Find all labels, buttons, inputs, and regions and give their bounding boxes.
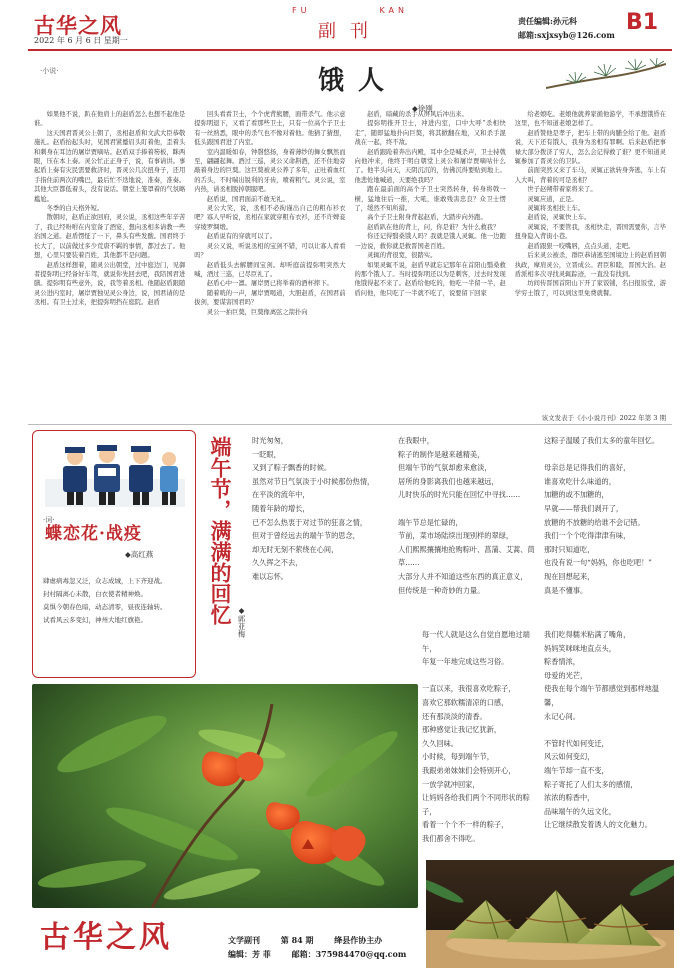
poem-line: 大部分人并不知道这些东西的真正意义， [398, 571, 528, 581]
poem-line: 已不怎么热衷于对过节的狂喜之情， [252, 517, 368, 527]
story-column [515, 110, 666, 410]
story-paragraph: 冬季的白天格外短。 [46, 205, 104, 213]
poem-line: 使我在每个端午节都感觉到那样地温馨， [544, 684, 660, 707]
poem-line: 浓浓的粽香中， [544, 793, 595, 803]
poem-line: 粽子寄托了人们太多的感情， [544, 779, 638, 789]
poem-line: 不管时代如何变迁， [544, 738, 609, 748]
story-paragraph: 坊间传晋国首阳山下开了家饭铺，名曰报饭堂，游学穷士饿了，可以到这里免费就餐。 [514, 280, 666, 297]
poem-line: 随着年龄的增长， [252, 503, 310, 513]
poem-line: 早就——帮我们剥开了， [544, 503, 624, 513]
story-paragraph: 高个子卫士附身背起赵盾，大踏步向外跑。 [367, 214, 487, 222]
poem-line: 又到了粽子飘香的时候。 [252, 463, 332, 473]
story-paragraph: 如果灵辄不说，赵盾早就忘记那年在首阳山翳桑救的那个饿人了。当时提弥明还以为是刺客，过去时发现他饿得起不来了。赵盾给他吃的，他吃一半留一半，赵盾问他，他只吃了一半就不吃了，说要留下回家 [354, 261, 506, 297]
poem-line: 但端午节的气氛却愈来愈淡， [398, 463, 492, 473]
poem-line: 让它继续散发着诱人的文化魅力。 [544, 820, 652, 830]
story-column [194, 110, 345, 410]
poem-line: 这粽子温暖了我们太多的童年回忆。 [544, 436, 660, 445]
poem-line: 看着一个个不一样的粽子， [422, 820, 509, 830]
poem-line: 每一代人就是这么自觉自愿地过端午， [422, 630, 530, 653]
ci-title: 蝶恋花·战疫 [45, 524, 142, 544]
pomegranate-flower-photo [32, 684, 418, 908]
stanza-gap [544, 448, 672, 462]
story-paragraph: 赵盾赞他是孝子，把车上带的肉脯全给了他。赵盾说，天下还有饿人，我身为丞相有罪啊。后来赵盾把事禄大部分拨济了穷人，怎么会记得救了谁？更不知道灵辄参加了晋灵公的卫队。 [514, 129, 666, 166]
poem-line: 久久回味。 [422, 738, 458, 748]
story-column [355, 110, 506, 410]
story-paragraph: 灵辄的背很宽，很踏实。 [367, 252, 437, 260]
story-paragraph: 赵盾这样想着，随灵公出朝堂，过中庭边门，见御者提弥明已经备好车驾，就说你先回去吧，我陪国君进膳。提弥明有些意外，说，我等着丞相。他随赵盾跟随灵公进内室时，屠岸贾独见灵公身边，说，国君请的是丞相。有卫士过来，把提弥明挡在庭院。赵盾 [34, 261, 186, 307]
poem-line: 但对于曾经远去的端午节的思念， [252, 531, 360, 541]
story-paragraph: 灵辄应道，正是。 [527, 195, 578, 203]
story-paragraph: 回头看看卫士，个个虎背熊腰，面带杀气。他示意提弥明退下，又看了看那些卫士，只有一位高个子卫士有一丝熟悉，眼中的杀气也不像对着他。他猜了猜想，低头跟国君进了内室。 [194, 111, 346, 147]
story-paragraph: 灵公又说，听说丞相的宝剑不错，可以让寡人看看吗？ [194, 242, 346, 260]
poem-column [252, 434, 390, 584]
story-paragraph: 赵盾说，灵辄快上车。 [527, 214, 591, 222]
section-en-left: FU [292, 6, 311, 15]
story-paragraph: 灵辄说，不要管我，丞相快走，晋国需要你，言毕扭身隐入背街小巷。 [514, 223, 666, 241]
story-body [34, 110, 666, 410]
story-paragraph: 这天国君晋灵公上朝了，丞相赵盾和文武大臣恭敬施礼。赵盾抬起头时，见国君紧蹙眉头盯着他，歪着头和刺身在耳边的屠岸贾嘀咕。赵盾双手捧着笏板，眯两眼，压在本上奏。灵公忙正正身子，说，有事请讲。事起盾上奏有灾民需要救济时，晋灵公几次扭身子，还用手指住前两次的嘴巴，最后忙不迭地说，准奏，准奏。其他大臣都低着头，没有说话。朝堂上笼罩着的气氛略尴尬。 [34, 129, 186, 203]
story-paragraph: 赵盾说，国君面前不敢无礼。 [206, 195, 289, 203]
ci-line: 肆虐病毒忽又泛，众志成城，上下齐迎战。 [43, 577, 167, 585]
footer-host: 绛县作协主办 [334, 935, 383, 945]
poem-line: 时光匆匆， [252, 436, 288, 445]
poem-line: 我跟弟弟妹妹们会特别开心， [422, 765, 516, 775]
story-paragraph: 赵盾，暗藏的杀手从屏风后冲出来。 [367, 111, 468, 118]
editor-email: 邮箱:sxjxsyb@126.com [518, 30, 615, 40]
issue-date: 2022 年 6 月 6 日 星期一 [34, 36, 128, 45]
section-en-right: KAN [379, 6, 408, 15]
stanza-gap [422, 669, 538, 683]
story-byline: ◆徐刚 [412, 104, 433, 113]
poem-line: 虽然对节日气氛淡于小时候那份热情， [252, 476, 375, 486]
poem-line: 谁喜欢吃什么味道的， [544, 476, 616, 486]
stanza-gap [398, 502, 538, 516]
poem-line: 加糖的或不加糖的， [544, 490, 609, 500]
footer-email: 邮箱：375984470@qq.com [291, 949, 407, 959]
poem-line: 节前，菜市场陆续出现别样的翠绿， [398, 531, 514, 541]
poem-line: 儿时快乐的时光只能在回忆中寻找…… [398, 490, 521, 500]
story-paragraph: 给老娘吃。老娘他就养家循他游学，不承想饿昏在这里，也不知道老娘怎样了。 [514, 111, 666, 128]
poem-line: 小时候，每到端午节， [422, 752, 494, 762]
poem-column [398, 434, 538, 597]
footer-issue-number: 第 84 期 [280, 935, 314, 945]
poem-line: 风云如何变幻， [544, 752, 595, 762]
poem-line: 放糖的不放糖的给谁不会记错。 [544, 517, 645, 527]
ci-body [43, 575, 185, 627]
story-paragraph: 赵盾心中一凛。屠岸贾已将举着的酒杯摔下。 [206, 280, 333, 288]
poem-line: 却无时无刻不萦绕在心间， [252, 544, 339, 554]
poem-line: 端午节总是忙碌的， [398, 517, 463, 527]
poem-line: 现在回想起来， [544, 571, 595, 581]
poem-line: 喜欢它那软糯清凉的口感， [422, 697, 509, 707]
ci-line: 莫惧今朝春色暗，动态清零，昼夜连轴转。 [43, 603, 167, 611]
poem-line: 端午节却一直不变， [544, 765, 609, 775]
ci-column-tag: ·词· [43, 516, 55, 524]
story-paragraph: 灵辄将丞相扶上车。 [527, 205, 585, 213]
top-rule [28, 49, 672, 51]
story-paragraph: 后来灵公被杀，群臣恭请逃至国境边上的赵盾回朝执政，摩肩灵公，立晋成公。君臣和睦，晋国大治。赵盾派相多次寻找灵辄踪迹，一直没有找到。 [514, 252, 666, 278]
story-paragraph: 如果他不说，趴在他肩上的赵盾怎么也想不起他是谁。 [34, 111, 186, 128]
story-paragraph: 散朝时，赵盾正欲回府，灵公说，丞相这些年辛苦了，我已经吩咐在内室备了酒宴，想向丞相多请教一些治国之道。赵盾愣怔了一下，鼻头有些发酸。国君终于长大了，以前做过多少荒唐不羁的事情，都过去了。他想，心里只要装着百姓，其他都不是问题。 [34, 214, 186, 260]
story-paragraph: 灵公一拍巨獒，巨獒像离弦之箭扑向 [206, 308, 308, 316]
story-paragraph: 灵公大笑，说，丞相不必拘谨出自己的粗布衫衣吧？寡人早听说，丞相在家就穿粗布衣衫，还不许婢妾穿绫罗绸缎。 [194, 205, 346, 231]
poem-line: 永记心间。 [544, 711, 580, 721]
story-paragraph: 随着咣的一声，屠岸贾喝道，大胆赵盾，在国君前拔剑，要谋害国君吗？ [194, 289, 346, 307]
masthead [0, 0, 700, 50]
poem-line: 我们吃得糯米粘满了嘴角， [544, 630, 631, 639]
poem-line: 还有那淡淡的清香。 [422, 711, 487, 721]
section-header [280, 6, 420, 43]
story-paragraph: 前面突然又来了车马，灵辄正欲转身奔逃，车上有人大叫，背着的可是丞相？ [514, 167, 666, 184]
footer-issue-label: 文学副刊 [228, 935, 260, 945]
stanza-gap [544, 723, 672, 737]
poem-line: 粽香情浓， [544, 657, 580, 667]
poem-line: 居所的身影离我们也越来越远， [398, 476, 499, 486]
poem-line: 我们都舍不得吃。 [422, 833, 480, 843]
story-paragraph: 赵盾说有的穿就可以了。 [206, 233, 277, 241]
story-paragraph: 赵盾低头去解腰间宝剑。却听庭前提弥明突然大喊，酒过三巡，已尽臣礼了。 [194, 261, 346, 278]
poem-line: 品味端午的久远文化， [544, 806, 616, 816]
poem-line: 在平淡的流年中， [252, 490, 310, 500]
story-paragraph: 室内温暖如春，钟磬悠扬，身着薄纱的舞女飘然而至，翩翩起舞。酒过三巡，灵公又命斟酒，还不住地旁敲着身边的巨獒。这巨獒被灵公养了多年，正吐着血红的舌头，不时喘出锐利的牙齿，喷着粗气。灵公说，室内热，请丞相脱掉朝服吧。 [194, 148, 346, 194]
ci-poem-box [32, 430, 196, 678]
poem-line: 妈妈笑咪咪地直点头， [544, 643, 616, 653]
poem-line: 难以忘怀。 [252, 571, 288, 581]
section-title: 副刊 [318, 21, 382, 42]
poem-title: 端午节，满满的回忆 [208, 436, 233, 625]
story-header [34, 58, 666, 100]
footer-logo: 古华之风 [40, 920, 172, 955]
poem-line: 我们一个个吃得津津有味， [544, 531, 631, 541]
poem-line: 让妈妈各给我们两个不同形状的粽子， [422, 793, 530, 816]
poem-column [544, 434, 672, 597]
police-illustration [45, 439, 185, 507]
poem-column [544, 628, 672, 832]
poem-line: 真是不懂事。 [544, 585, 588, 595]
poem-column [422, 628, 538, 846]
zongzi-photo [426, 860, 674, 968]
story-column-tag: ·小说· [40, 67, 59, 75]
footer-info [228, 933, 424, 961]
editor-name: 责任编辑:孙元科 [518, 16, 577, 26]
story-paragraph: 赵盾跟跄着奔出内殿，耳中全是喊杀声，卫士持戟向他冲来，他终于明白朝堂上灵公和屠岸贾嘀咕什么了。他半头向天，天阴沉沉的，仿佛沉得要贴到地上。他悲怆地喊道，天要绝我吗？ [354, 148, 506, 184]
story-paragraph: 赵盾跟狠一咬嘴唇，点点头道，走吧。 [527, 242, 635, 250]
poem-line: 那时只知道吃， [544, 544, 595, 554]
story-paragraph: 你还记得翳桑饿人吗？我就是饿人灵辄。他一边跑一边说，救你就是救晋国老百姓。 [354, 233, 506, 250]
footer-editor: 编辑：芳 菲 [228, 949, 271, 959]
poem-line: 久久挥之不去， [252, 558, 303, 568]
poem-line: 但传统是一种奇妙的力量。 [398, 585, 485, 595]
story-paragraph: 跑在最前面的高个子卫士突然转身，转身将戟一横，猛地住后一推，大吼，谁敢残害忠良？众卫士愣了，缓然不知所措。 [354, 186, 506, 213]
editor-info [518, 14, 615, 42]
poem-line: 人们熙熙攘攘地抢购粽叶、菖蒲、艾蒿、茼草…… [398, 544, 535, 568]
poem-line: 年复一年地完成这些习俗。 [422, 657, 509, 667]
ci-line: 试看风云多变幻，神州大地红旗艳。 [43, 616, 147, 624]
poem-line: 粽子的制作是越来越精美， [398, 449, 485, 459]
story-column [34, 110, 185, 410]
poem-line: 母亲总是记得我们的喜好， [544, 463, 631, 473]
poem-author: ◆郭亚梅 [237, 606, 246, 638]
story-paragraph: 赵盾趴在他的背上，问，你是谁？为什么救我？ [367, 223, 500, 231]
poem-line: 在我眼中， [398, 436, 434, 445]
poem-line: 一放学就冲回家， [422, 779, 480, 789]
story-title: 饿人 [318, 66, 399, 96]
poem-line: 母爱的光芒， [544, 670, 588, 680]
poem-line: 一直以来，我很喜欢吃粽子， [422, 684, 516, 694]
ci-author: ◆高红燕 [125, 550, 154, 559]
poem-line: 那种感觉让我记忆犹新， [422, 725, 502, 735]
publication-note: 该文发表于《小小说月刊》2022 年第 3 期 [541, 414, 666, 422]
poem-line: 也没有说一句“妈妈，你也吃吧！” [544, 558, 652, 568]
story-paragraph: 世子赵朔带着家将来了。 [527, 186, 597, 194]
pine-branch-decoration [546, 58, 666, 98]
story-paragraph: 提弥明推开卫士，冲进内室，口中大呼“杀相快走”，随即猛地扑向巨獒，将其掀翻在地，又和杀手混战在一起，终不敌。 [354, 120, 506, 147]
section-divider [28, 424, 672, 425]
ci-line: 封村隔离心未散，白衣使者精神焕。 [43, 590, 147, 598]
masthead-logo: 古华之风 [34, 13, 122, 38]
poem-line: 一眨眼， [252, 449, 281, 459]
page-number: B1 [626, 10, 659, 35]
